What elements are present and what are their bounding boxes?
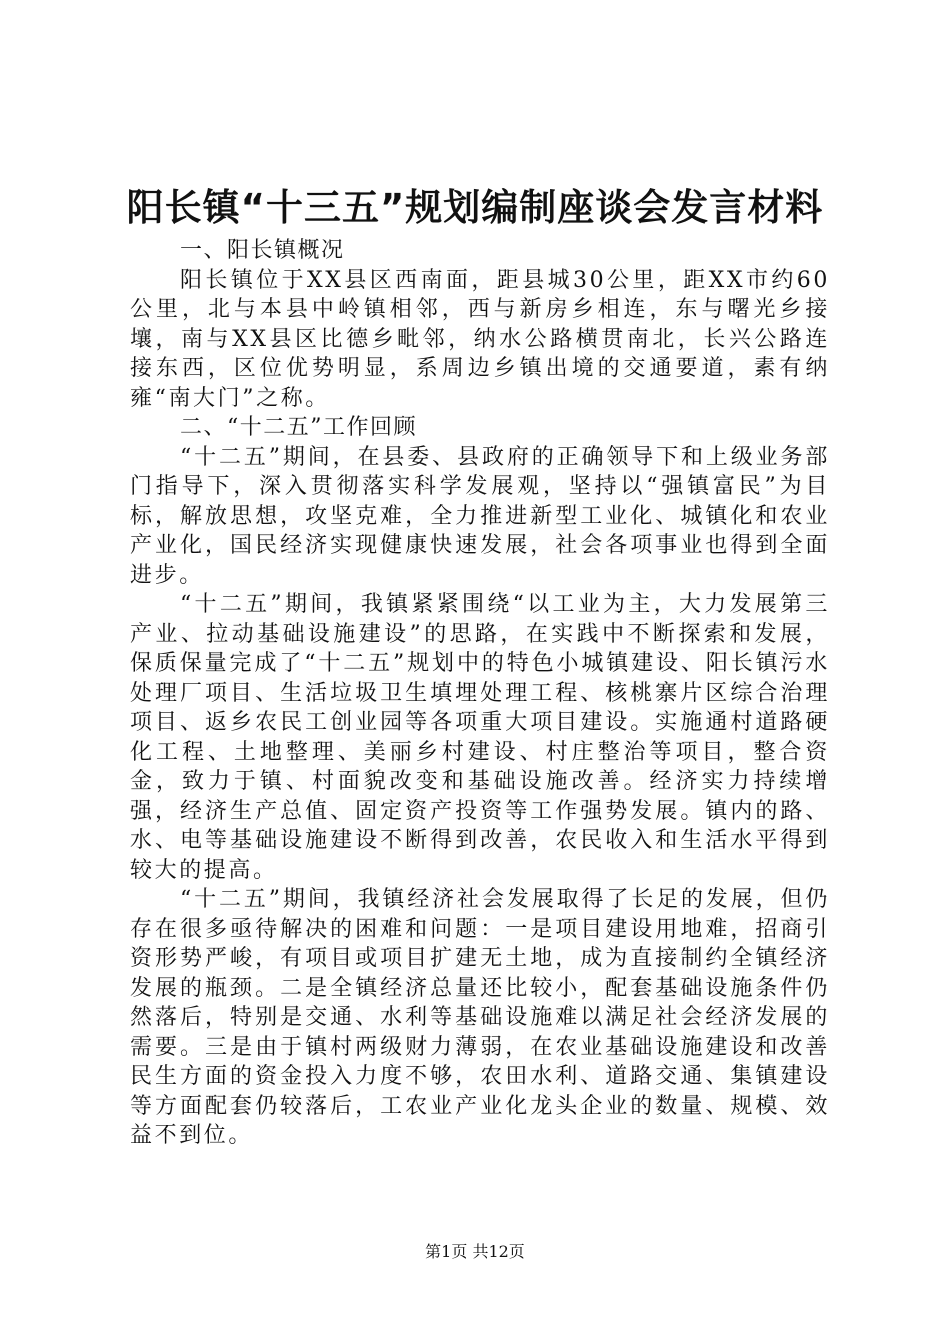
section-heading-overview: 一、阳长镇概况 (180, 238, 345, 263)
paragraph-review-summary: “十二五”期间，在县委、县政府的正确领导下和上级业务部门指导下，深入贯彻落实科学发展观，坚持以“强镇富民”为目标，解放思想，攻坚克难，全力推进新型工业化、城镇化和农业产业化，国民经济实现健康快速发展，社会各项事业也得到全面进步。 (130, 444, 830, 588)
section-heading-review: 二、“十二五”工作回顾 (180, 415, 417, 440)
paragraph-review-problems: “十二五”期间，我镇经济社会发展取得了长足的发展，但仍存在很多亟待解决的困难和问题：一是项目建设用地难，招商引资形势严峻，有项目或项目扩建无土地，成为直接制约全镇经济发展的瓶颈。二是全镇经济总量还比较小，配套基础设施条件仍然落后，特别是交通、水利等基础设施难以满足社会经济发展的需要。三是由于镇村两级财力薄弱，在农业基础设施建设和改善民生方面的资金投入力度不够，农田水利、道路交通、集镇建设等方面配套仍较落后，工农业产业化龙头企业的数量、规模、效益不到位。 (130, 887, 830, 1148)
page-footer: 第1页 共12页 (425, 1242, 525, 1261)
paragraph-review-projects: “十二五”期间，我镇紧紧围绕“以工业为主，大力发展第三产业、拉动基础设施建设”的思路，在实践中不断探索和发展，保质保量完成了“十二五”规划中的特色小城镇建设、阳长镇污水处理厂项目、生活垃圾卫生填埋处理工程、核桃寨片区综合治理项目、返乡农民工创业园等各项重大项目建设。实施通村道路硬化工程、土地整理、美丽乡村建设、村庄整治等项目，整合资金，致力于镇、村面貌改变和基础设施改善。经济实力持续增强，经济生产总值、固定资产投资等工作强势发展。镇内的路、水、电等基础设施建设不断得到改善，农民收入和生活水平得到较大的提高。 (130, 592, 830, 883)
document-title: 阳长镇“十三五”规划编制座谈会发言材料 (126, 186, 824, 229)
paragraph-overview: 阳长镇位于XX县区西南面，距县城30公里，距XX市约60公里，北与本县中岭镇相邻，西与新房乡相连，东与曙光乡接壤，南与XX县区比德乡毗邻，纳水公路横贯南北，长兴公路连接东西，区位优势明显，系周边乡镇出境的交通要道，素有纳雍“南大门”之称。 (130, 267, 830, 411)
document-body (130, 236, 830, 1151)
